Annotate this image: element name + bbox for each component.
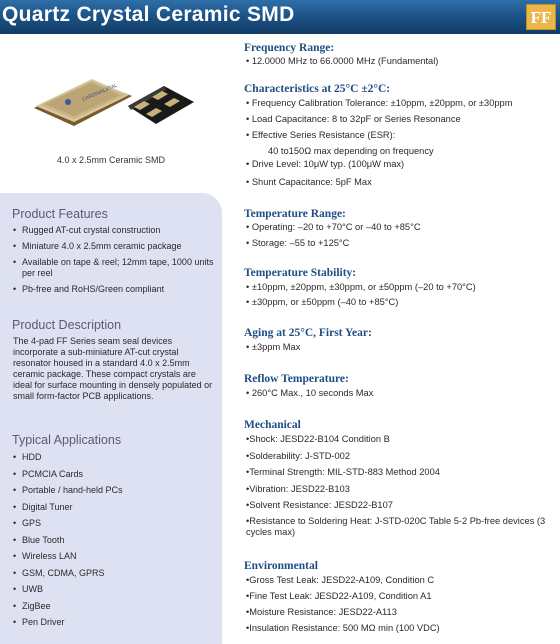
spec-line: • Effective Series Resistance (ESR): bbox=[246, 130, 396, 140]
product-description-text: The 4-pad FF Series seam seal devices incorporate a sub-miniature AT-cut crystal resonator housed in a standard 4.0 x 2.5mm ceramic package. These compact crystals are ideal for surface mounting in densely populated or small form-factor PCB applications. bbox=[13, 336, 213, 401]
spec-line: •Terminal Strength: MIL-STD-883 Method 2004 bbox=[246, 467, 440, 477]
spec-line: •Shock: JESD22-B104 Condition B bbox=[246, 434, 390, 444]
crystal-logo-text: CARDINALXTAL bbox=[81, 82, 119, 103]
temperature-range-title: Temperature Range: bbox=[244, 208, 346, 220]
feature-item: • Pb-free and RoHS/Green compliant bbox=[13, 284, 215, 295]
reflow-temperature-title: Reflow Temperature: bbox=[244, 373, 349, 385]
spec-line: •Resistance to Soldering Heat: J-STD-020C Table 5-2 Pb-free devices (3 cycles max) bbox=[246, 516, 546, 537]
product-features-heading: Product Features bbox=[12, 207, 108, 221]
aging-title: Aging at 25°C, First Year: bbox=[244, 327, 372, 339]
spec-line: • Load Capacitance: 8 to 32pF or Series Resonance bbox=[246, 114, 461, 124]
spec-line: •Vibration: JESD22-B103 bbox=[246, 484, 350, 494]
application-item: • UWB bbox=[13, 584, 215, 601]
spec-line: • Storage: –55 to +125°C bbox=[246, 238, 350, 248]
spec-line: • Shunt Capacitance: 5pF Max bbox=[246, 177, 372, 187]
series-badge: FF bbox=[526, 4, 556, 30]
environmental-title: Environmental bbox=[244, 560, 318, 572]
spec-line: •Fine Test Leak: JESD22-A109, Condition A1 bbox=[246, 591, 432, 601]
characteristics-title: Characteristics at 25°C ±2°C: bbox=[244, 83, 391, 95]
spec-line: •Gross Test Leak: JESD22-A109, Condition C bbox=[246, 575, 435, 585]
feature-item: • Miniature 4.0 x 2.5mm ceramic package bbox=[13, 241, 215, 252]
spec-line: • ±3ppm Max bbox=[246, 342, 301, 352]
spec-line: • Drive Level: 10μW typ. (100μW max) bbox=[246, 159, 405, 169]
frequency-range-title: Frequency Range: bbox=[244, 42, 335, 54]
left-info-panel bbox=[0, 193, 222, 644]
product-features-list bbox=[13, 225, 215, 295]
typical-applications-heading: Typical Applications bbox=[12, 433, 122, 447]
applications-list bbox=[13, 452, 215, 634]
page-title: Quartz Crystal Ceramic SMD bbox=[2, 3, 295, 26]
product-caption: 4.0 x 2.5mm Ceramic SMD bbox=[56, 155, 166, 165]
crystal-top-view bbox=[34, 79, 132, 126]
spec-line: • ±10ppm, ±20ppm, ±30ppm, or ±50ppm (–20 to +70°C) bbox=[246, 282, 476, 292]
application-item: • Portable / hand-held PCs bbox=[13, 485, 215, 502]
crystal-product-image bbox=[28, 66, 198, 138]
temperature-stability-title: Temperature Stability: bbox=[244, 267, 357, 279]
feature-item: • Rugged AT-cut crystal construction bbox=[13, 225, 215, 236]
spec-line: •Solderability: J-STD-002 bbox=[246, 451, 351, 461]
spec-line: • 12.0000 MHz to 66.0000 MHz (Fundamental) bbox=[246, 56, 439, 66]
spec-line: •Insulation Resistance: 500 MΩ min (100 VDC) bbox=[246, 623, 440, 633]
spec-line: • Frequency Calibration Tolerance: ±10ppm, ±20ppm, or ±30ppm bbox=[246, 98, 513, 108]
spec-line: • 260°C Max., 10 seconds Max bbox=[246, 388, 374, 398]
mechanical-title: Mechanical bbox=[244, 419, 301, 431]
application-item: • PCMCIA Cards bbox=[13, 469, 215, 486]
application-item: • ZigBee bbox=[13, 601, 215, 618]
spec-line: •Solvent Resistance: JESD22-B107 bbox=[246, 500, 393, 510]
application-item: • GSM, CDMA, GPRS bbox=[13, 568, 215, 585]
application-item: • Pen Driver bbox=[13, 617, 215, 634]
spec-line: •Moisture Resistance: JESD22-A113 bbox=[246, 607, 397, 617]
header-bar bbox=[0, 0, 560, 34]
product-description-heading: Product Description bbox=[12, 318, 122, 332]
application-item: • Digital Tuner bbox=[13, 502, 215, 519]
application-item: • HDD bbox=[13, 452, 215, 469]
spec-line: • Operating: –20 to +70°C or –40 to +85°C bbox=[246, 222, 421, 232]
crystal-bottom-view bbox=[128, 86, 194, 124]
application-item: • GPS bbox=[13, 518, 215, 535]
feature-item: • Available on tape & reel; 12mm tape, 1000 units per reel bbox=[13, 257, 215, 279]
application-item: • Blue Tooth bbox=[13, 535, 215, 552]
spec-line: • ±30ppm, or ±50ppm (–40 to +85°C) bbox=[246, 297, 399, 307]
application-item: • Wireless LAN bbox=[13, 551, 215, 568]
spec-line: 40 to150Ω max depending on frequency bbox=[268, 146, 434, 156]
